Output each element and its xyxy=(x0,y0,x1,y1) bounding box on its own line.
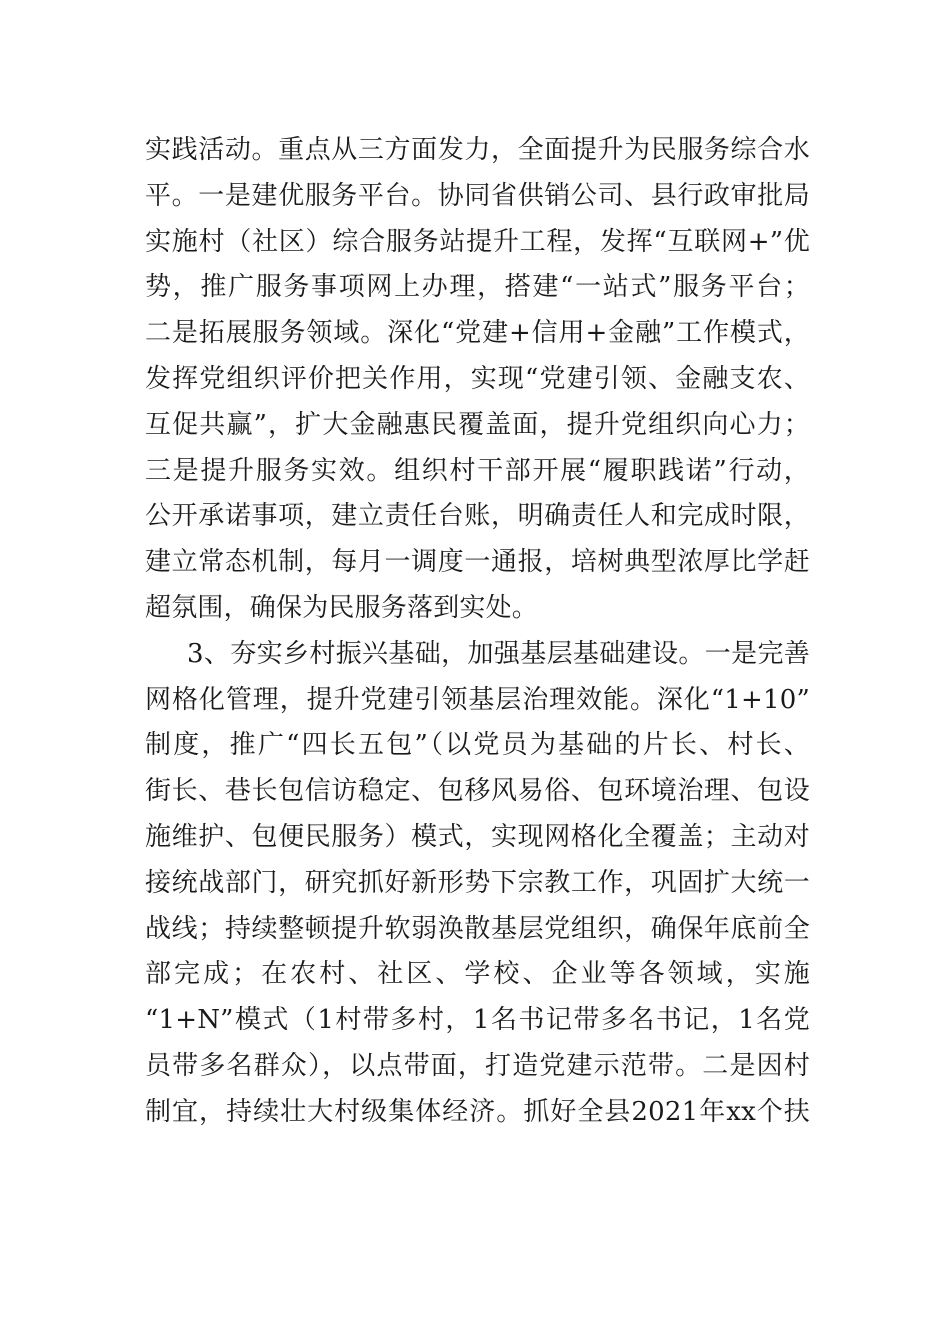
section-heading-line: 3、夯实乡村振兴基础，加强基层基础建设。一是完善 xyxy=(187,638,810,669)
text-line: 战线；持续整顿提升软弱涣散基层党组织，确保年底前全 xyxy=(145,913,810,944)
text-line: 网格化管理，提升党建引领基层治理效能。深化“1+10” xyxy=(145,684,810,715)
text-line: 接统战部门，研究抓好新形势下宗教工作，巩固扩大统一 xyxy=(145,867,810,898)
paragraph-end-line: 超氛围，确保为民服务落到实处。 xyxy=(145,592,539,623)
text-line: 建立常态机制，每月一调度一通报，培树典型浓厚比学赶 xyxy=(145,547,810,578)
text-line: 互促共赢”，扩大金融惠民覆盖面，提升党组织向心力； xyxy=(145,409,810,440)
text-line: 部完成；在农村、社区、学校、企业等各领域，实施 xyxy=(145,959,810,990)
text-line: 势，推广服务事项网上办理，搭建“一站式”服务平台； xyxy=(145,272,810,303)
text-line: 发挥党组织评价把关作用，实现“党建引领、金融支农、 xyxy=(145,363,810,394)
text-line: 二是拓展服务领域。深化“党建+信用+金融”工作模式， xyxy=(145,318,810,349)
text-line: 三是提升服务实效。组织村干部开展“履职践诺”行动， xyxy=(145,455,810,486)
text-line: 实施村（社区）综合服务站提升工程，发挥“互联网+”优 xyxy=(145,226,810,257)
text-line: 员带多名群众），以点带面，打造党建示范带。二是因村 xyxy=(145,1050,810,1081)
text-line: “1+N”模式（1村带多村，1名书记带多名书记，1名党 xyxy=(145,1005,810,1036)
text-line: 平。一是建优服务平台。协同省供销公司、县行政审批局 xyxy=(145,180,810,211)
text-line: 实践活动。重点从三方面发力，全面提升为民服务综合水 xyxy=(145,135,810,165)
body-text xyxy=(145,128,810,1136)
text-line: 制宜，持续壮大村级集体经济。抓好全县2021年xx个扶 xyxy=(145,1096,810,1127)
text-line: 制度，推广“四长五包”（以党员为基础的片长、村长、 xyxy=(145,730,810,761)
text-line: 公开承诺事项，建立责任台账，明确责任人和完成时限， xyxy=(145,501,810,532)
text-line: 施维护、包便民服务）模式，实现网格化全覆盖；主动对 xyxy=(145,821,810,852)
text-line: 街长、巷长包信访稳定、包移风易俗、包环境治理、包设 xyxy=(145,776,810,807)
